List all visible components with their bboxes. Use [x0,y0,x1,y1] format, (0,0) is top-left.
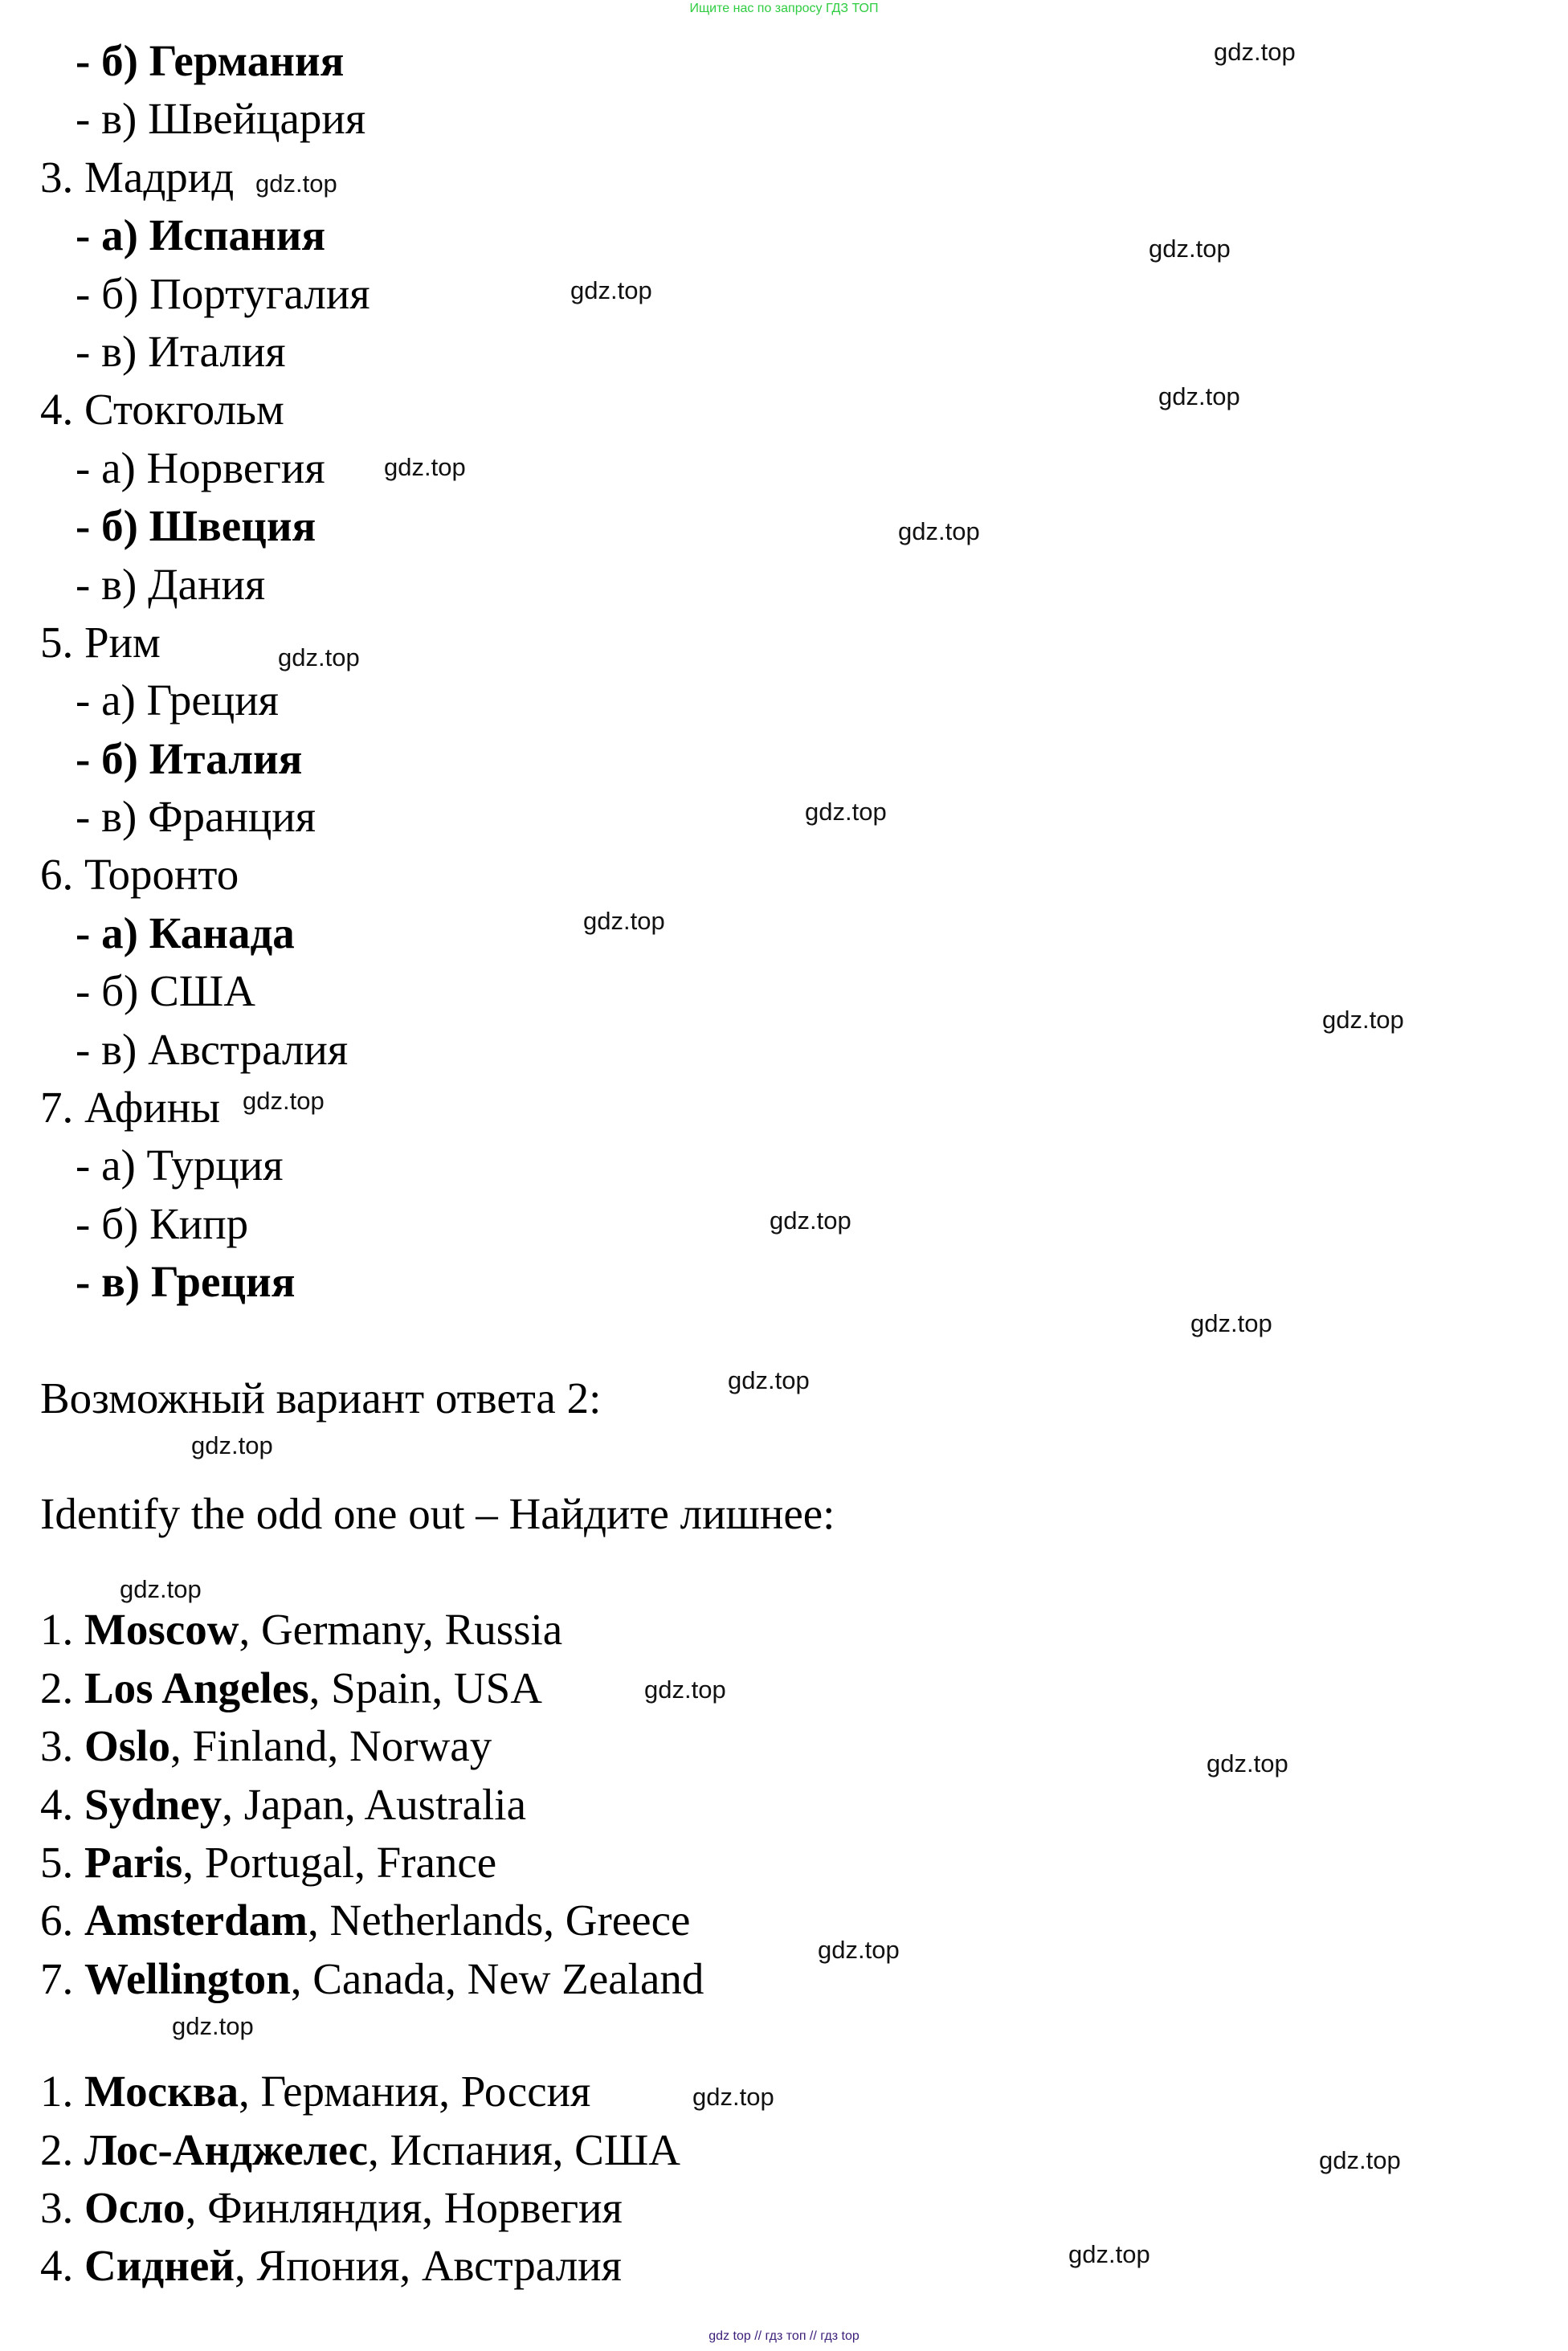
item-odd-word: Amsterdam [84,1896,308,1945]
spacer [40,2008,1486,2063]
item-number: 2. [40,2124,74,2174]
item-number: 1. [40,1605,74,1655]
list-item [40,2179,1486,2237]
item-rest: , Finland, Norway [169,1721,492,1771]
quiz-line: - б) Швеция [76,501,316,551]
item-rest: , Canada, New Zealand [290,1953,704,2003]
watermark: gdz.top [644,1675,726,1704]
top-banner: Ищите нас по запросу ГДЗ ТОП [689,2,879,15]
watermark: gdz.top [1149,235,1231,263]
quiz-line: - б) Португалия [76,268,370,318]
item-odd-word: Sydney [84,1779,223,1829]
watermark: gdz.top [1322,1006,1404,1034]
watermark: gdz.top [278,643,360,671]
item-odd-word: Los Angeles [84,1663,309,1712]
quiz-line: - а) Испания [76,210,326,260]
list-item [40,1834,1486,1892]
watermark: gdz.top [1068,2240,1150,2268]
quiz-line: - б) Италия [76,733,303,783]
watermark: gdz.top [1158,382,1240,410]
watermark: gdz.top [384,453,466,481]
item-odd-word: Москва [84,2067,239,2116]
watermark: gdz.top [583,907,665,935]
variant-heading: Возможный вариант ответа 2: [40,1373,602,1422]
item-number: 4. [40,1779,74,1829]
quiz-line: - в) Дания [76,559,266,609]
watermark: gdz.top [818,1936,900,1964]
watermark: gdz.top [770,1206,851,1235]
watermark: gdz.top [1214,38,1296,66]
item-number: 7. [40,1953,74,2003]
watermark: gdz.top [120,1575,202,1603]
quiz-question: 3. Мадрид [40,152,235,202]
item-rest: , Portugal, France [182,1837,497,1887]
item-odd-word: Осло [84,2182,186,2232]
item-rest: , Netherlands, Greece [307,1896,691,1945]
quiz-question: 4. Стокгольм [40,385,284,435]
watermark: gdz.top [191,1431,273,1459]
item-odd-word: Wellington [84,1953,291,2003]
item-rest: , Japan, Australia [222,1779,526,1829]
item-rest: , Финляндия, Норвегия [185,2182,623,2232]
list-item [40,2237,1486,2295]
spacer [40,1543,1486,1601]
bottom-banner: gdz top // гдз топ // гдз top [708,2329,860,2343]
watermark: gdz.top [728,1366,810,1394]
watermark: gdz.top [1190,1309,1272,1337]
task-heading: Identify the odd one out – Найдите лишнее: [40,1488,835,1538]
item-number: 4. [40,2241,74,2291]
item-number: 6. [40,1896,74,1945]
item-rest: , Япония, Австралия [235,2241,622,2291]
list-item [40,1950,1486,2008]
watermark: gdz.top [898,517,980,545]
item-rest: , Испания, США [368,2124,681,2174]
item-odd-word: Paris [84,1837,183,1887]
item-rest: , Germany, Russia [239,1605,563,1655]
quiz-line: - б) США [76,966,256,1016]
item-number: 2. [40,1663,74,1712]
watermark: gdz.top [1207,1749,1288,1778]
quiz-question: 6. Торонто [40,850,239,900]
item-number: 5. [40,1837,74,1887]
watermark: gdz.top [692,2083,774,2111]
quiz-line: - а) Норвегия [76,443,325,492]
item-rest: , Германия, Россия [239,2067,591,2116]
document-body [40,32,1486,2296]
quiz-line: - в) Италия [76,326,286,376]
item-number: 1. [40,2067,74,2116]
list-item [40,1892,1486,1949]
item-number: 3. [40,2182,74,2232]
quiz-line: - б) Германия [76,36,345,85]
item-odd-word: Oslo [84,1721,170,1771]
item-rest: , Spain, USA [308,1663,542,1712]
watermark: gdz.top [172,2012,254,2040]
quiz-question: 7. Афины [40,1083,221,1133]
item-odd-word: Лос-Анджелес [84,2124,368,2174]
quiz-line: - а) Канада [76,908,295,957]
quiz-line: - б) Кипр [76,1198,249,1248]
watermark: gdz.top [1319,2146,1401,2174]
quiz-line: - в) Греция [76,1257,296,1307]
watermark: gdz.top [255,169,337,198]
list-item [40,2121,1486,2179]
quiz-line: - а) Турция [76,1141,284,1190]
quiz-line: - в) Австралия [76,1024,349,1074]
quiz-question: 5. Рим [40,617,161,667]
watermark: gdz.top [570,276,652,304]
list-item [40,1601,1486,1659]
item-number: 3. [40,1721,74,1771]
watermark: gdz.top [243,1087,325,1115]
list-item [40,1659,1486,1717]
quiz-line: - в) Франция [76,792,316,842]
quiz-line: - а) Греция [76,676,279,725]
watermark: gdz.top [805,798,887,826]
list-item [40,1776,1486,1834]
item-odd-word: Moscow [84,1605,239,1655]
item-odd-word: Сидней [84,2241,235,2291]
quiz-line: - в) Швейцария [76,94,366,144]
